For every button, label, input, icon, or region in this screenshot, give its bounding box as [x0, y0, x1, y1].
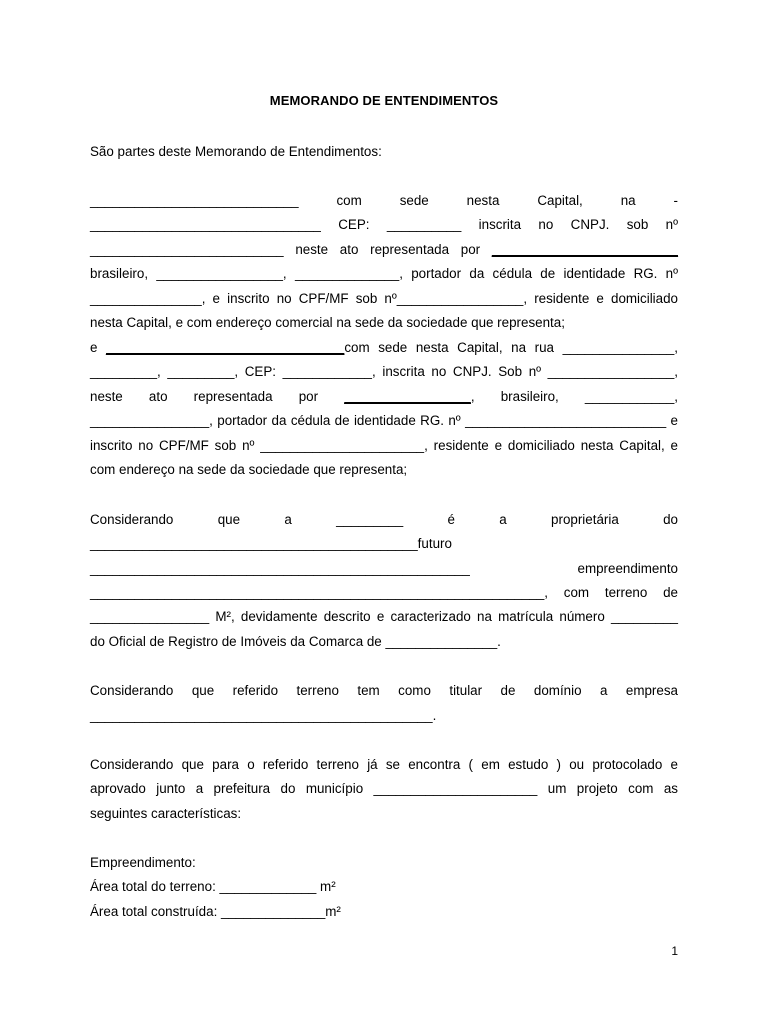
party1-line-1: ____________________________ com sede nesta Capital, na -	[90, 193, 678, 208]
consider1-line-6: do Oficial de Registro de Imóveis da Comarca de _______________.	[90, 634, 501, 649]
party2-line-3-suffix: , brasileiro, ____________,	[470, 389, 678, 404]
party1-line-6: nesta Capital, e com endereço comercial na sede da sociedade que representa;	[90, 315, 565, 330]
party1-representative-blank: _________________________	[491, 242, 678, 257]
consider3-line-3: seguintes características:	[90, 806, 242, 821]
party2-name-blank: ________________________________	[106, 340, 345, 355]
party2-line-1	[90, 339, 678, 357]
area-terreno: Área total do terreno: _____________ m²	[90, 879, 336, 894]
party2-line-6: com endereço na sede da sociedade que representa;	[90, 462, 408, 477]
party2-line-2: _________, _________, CEP: ____________, inscrita no CNPJ. Sob nº _________________,	[90, 364, 678, 379]
consider1-line-2: ____________________________________________futuro	[90, 536, 452, 551]
party1-line-5: _______________, e inscrito no CPF/MF sob nº_________________, residente e domiciliado	[90, 291, 678, 306]
consider3-line-1: Considerando que para o referido terreno já se encontra ( em estudo ) ou protocolado e	[90, 757, 678, 772]
party2-line-3-prefix: neste ato representada por	[90, 389, 345, 404]
empreendimento-heading: Empreendimento:	[90, 855, 196, 870]
area-construida: Área total construída: ______________m²	[90, 904, 341, 919]
party2-line-1-prefix: e	[90, 340, 107, 355]
page-number: 1	[671, 944, 678, 958]
party1-line-3	[90, 241, 678, 259]
consider1-line-5: ________________ M², devidamente descrito e caracterizado na matrícula número _________	[90, 609, 678, 624]
consider3-line-2: aprovado junto a prefeitura do município ______________________ um projeto com as	[90, 781, 678, 796]
consider1-line-3: ___________________________________________________ empreendimento	[90, 561, 678, 576]
party2-representative-blank: _________________	[344, 389, 471, 404]
party1-line-3-text: __________________________ neste ato representada por	[90, 242, 492, 257]
document-title: MEMORANDO DE ENTENDIMENTOS	[269, 93, 499, 108]
party1-line-4: brasileiro, _________________, ______________, portador da cédula de identidade RG. nº	[90, 266, 678, 281]
party2-line-5: inscrito no CPF/MF sob nº ______________________, residente e domiciliado nesta Capital, e	[90, 438, 678, 453]
consider2-line-1: Considerando que referido terreno tem como titular de domínio a empresa	[90, 683, 678, 698]
party1-line-2: _______________________________ CEP: __________ inscrita no CNPJ. sob nº	[90, 217, 678, 232]
consider1-line-1: Considerando que a _________ é a proprietária do	[90, 512, 678, 527]
party2-line-4: ________________, portador da cédula de identidade RG. nº ___________________________ e	[90, 413, 678, 428]
intro-text: São partes deste Memorando de Entendimentos:	[90, 144, 382, 159]
party2-line-1-suffix: com sede nesta Capital, na rua _______________,	[344, 340, 678, 355]
consider1-line-4: _____________________________________________________________, com terreno de	[90, 585, 678, 600]
consider2-line-2: ______________________________________________.	[90, 708, 437, 723]
party2-line-3	[90, 388, 678, 406]
